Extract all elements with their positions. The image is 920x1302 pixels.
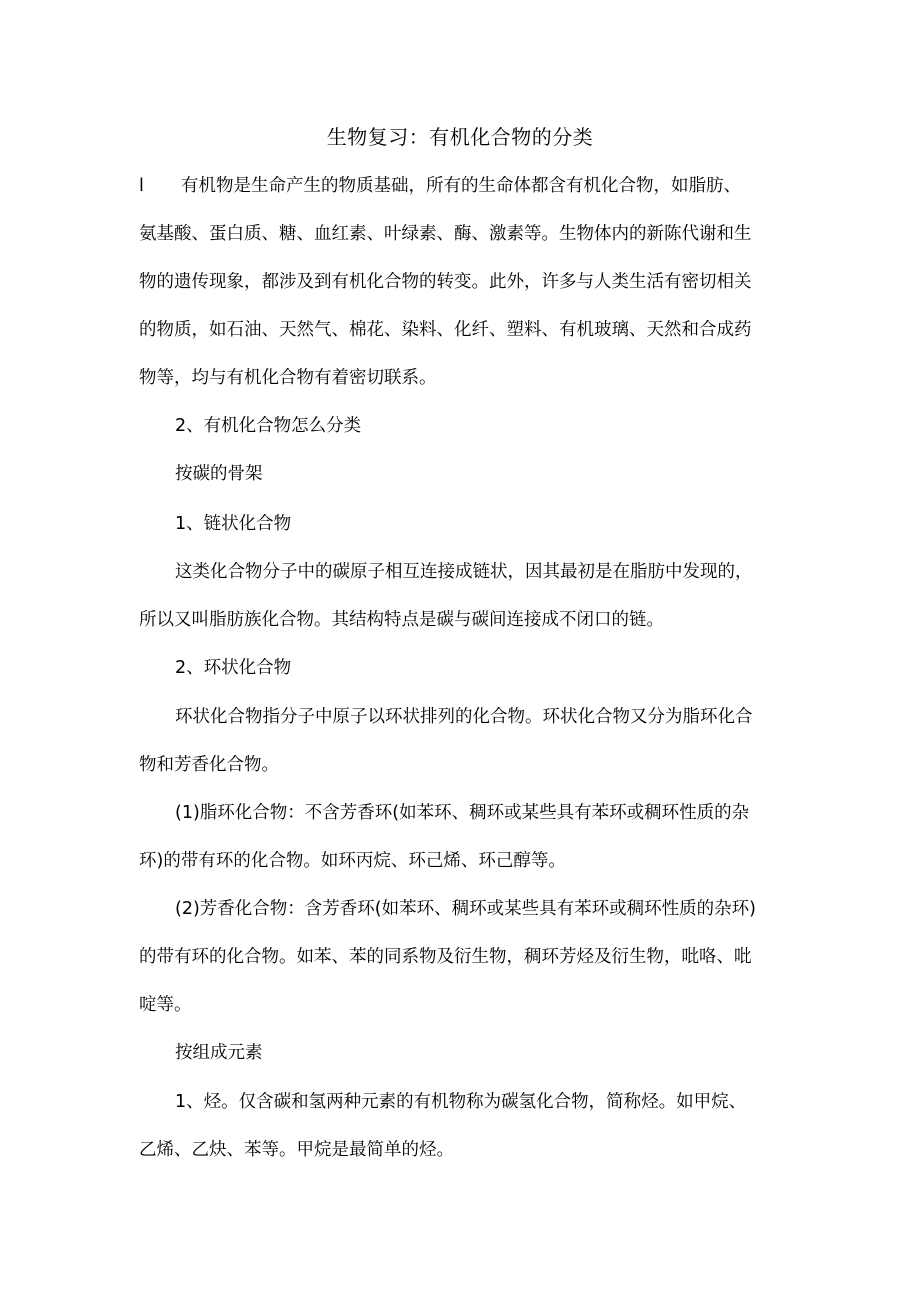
- paragraph-line: 环)的带有环的化合物。如环丙烷、环己烯、环己醇等。: [139, 851, 566, 871]
- paragraph-line: 有机物是生命产生的物质基础，所有的生命体都含有机化合物，如脂肪、: [181, 176, 741, 196]
- paragraph-line: (1)脂环化合物：不含芳香环(如苯环、稠环或某些具有苯环或稠环性质的杂: [175, 803, 750, 823]
- subsection-heading: 按组成元素: [175, 1043, 263, 1063]
- paragraph-line: 的带有环的化合物。如苯、苯的同系物及衍生物，稠环芳烃及衍生物，吡咯、吡: [139, 947, 752, 967]
- paragraph-line: 物的遗传现象，都涉及到有机化合物的转变。此外，许多与人类生活有密切相关: [139, 272, 752, 292]
- paragraph-line: 这类化合物分子中的碳原子相互连接成链状，因其最初是在脂肪中发现的，: [175, 562, 753, 582]
- subsection-heading: 1、链状化合物: [175, 514, 292, 534]
- paragraph-line: 乙烯、乙炔、苯等。甲烷是最简单的烃。: [139, 1140, 454, 1160]
- paragraph-line: 环状化合物指分子中原子以环状排列的化合物。环状化合物又分为脂环化合: [175, 707, 753, 727]
- document-title: 生物复习：有机化合物的分类: [326, 125, 594, 149]
- subsection-heading: 按碳的骨架: [175, 464, 263, 484]
- paragraph-line: 的物质，如石油、天然气、棉花、染料、化纤、塑料、有机玻璃、天然和合成药: [139, 320, 752, 340]
- paragraph-line: 氨基酸、蛋白质、糖、血红素、叶绿素、酶、激素等。生物体内的新陈代谢和生: [139, 224, 752, 244]
- paragraph-line: (2)芳香化合物：含芳香环(如苯环、稠环或某些具有苯环或稠环性质的杂环): [175, 899, 756, 919]
- paragraph-line: 物等，均与有机化合物有着密切联系。: [139, 368, 437, 388]
- paragraph-line: 1、烃。仅含碳和氢两种元素的有机物称为碳氢化合物，简称烃。如甲烷、: [175, 1092, 747, 1112]
- paragraph-line: 所以又叫脂肪族化合物。其结构特点是碳与碳间连接成不闭口的链。: [139, 610, 664, 630]
- paragraph-line: 物和芳香化合物。: [139, 755, 279, 775]
- section-heading: 2、有机化合物怎么分类: [175, 416, 362, 436]
- paragraph-line: 啶等。: [139, 995, 192, 1015]
- subsection-heading: 2、环状化合物: [175, 658, 292, 678]
- bullet-marker: l: [139, 176, 144, 196]
